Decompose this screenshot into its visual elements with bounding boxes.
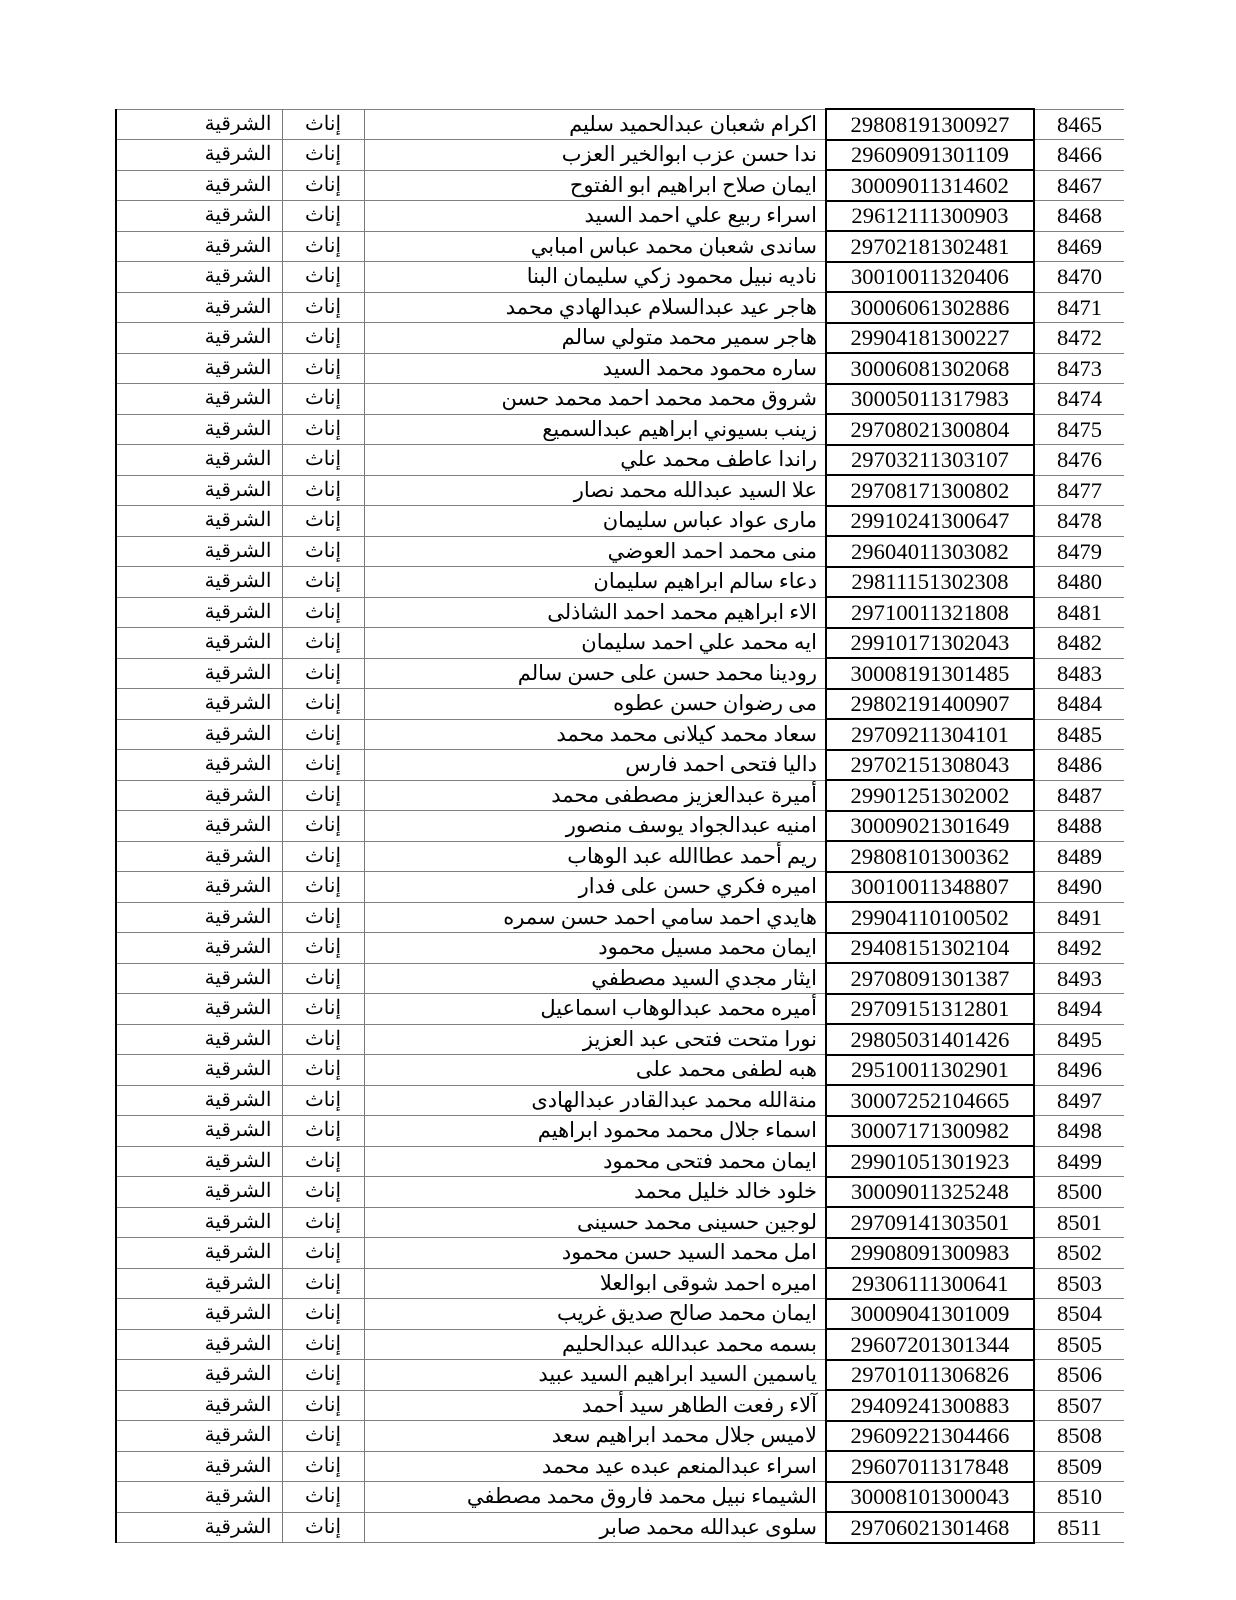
serial-number-cell: 8468	[1034, 201, 1124, 232]
full-name-cell: الاء ابراهيم محمد احمد الشاذلى	[364, 597, 826, 628]
full-name-cell: ايمان محمد فتحى محمود	[364, 1146, 826, 1177]
national-id-cell: 29708021300804	[826, 414, 1034, 445]
governorate-cell: الشرقية	[116, 1421, 282, 1452]
serial-number-cell: 8510	[1034, 1482, 1124, 1513]
governorate-cell: الشرقية	[116, 292, 282, 323]
governorate-cell: الشرقية	[116, 506, 282, 537]
table-row	[116, 262, 1124, 293]
serial-number-cell: 8473	[1034, 353, 1124, 384]
table-row	[116, 1299, 1124, 1330]
table-row	[116, 1116, 1124, 1147]
gender-cell: إناث	[282, 1055, 364, 1086]
gender-cell: إناث	[282, 933, 364, 964]
serial-number-cell: 8471	[1034, 292, 1124, 323]
gender-cell: إناث	[282, 1268, 364, 1299]
gender-cell: إناث	[282, 445, 364, 476]
governorate-cell: الشرقية	[116, 475, 282, 506]
table-row	[116, 1055, 1124, 1086]
full-name-cell: ناديه نبيل محمود زكي سليمان البنا	[364, 262, 826, 293]
gender-cell: إناث	[282, 689, 364, 720]
full-name-cell: ساندى شعبان محمد عباس امبابي	[364, 231, 826, 262]
full-name-cell: لاميس جلال محمد ابراهيم سعد	[364, 1421, 826, 1452]
governorate-cell: الشرقية	[116, 1360, 282, 1391]
national-id-cell: 29805031401426	[826, 1024, 1034, 1055]
full-name-cell: راندا عاطف محمد علي	[364, 445, 826, 476]
full-name-cell: آلاء رفعت الطاهر سيد أحمد	[364, 1390, 826, 1421]
national-id-cell: 29701011306826	[826, 1360, 1034, 1391]
governorate-cell: الشرقية	[116, 841, 282, 872]
gender-cell: إناث	[282, 323, 364, 354]
full-name-cell: اسماء جلال محمد محمود ابراهيم	[364, 1116, 826, 1147]
gender-cell: إناث	[282, 1512, 364, 1543]
table-row	[116, 506, 1124, 537]
table-row	[116, 994, 1124, 1025]
gender-cell: إناث	[282, 231, 364, 262]
full-name-cell: ايمان محمد مسيل محمود	[364, 933, 826, 964]
governorate-cell: الشرقية	[116, 1207, 282, 1238]
serial-number-cell: 8489	[1034, 841, 1124, 872]
full-name-cell: اكرام شعبان عبدالحميد سليم	[364, 109, 826, 140]
national-id-cell: 29901251302002	[826, 780, 1034, 811]
table-row	[116, 1268, 1124, 1299]
gender-cell: إناث	[282, 1482, 364, 1513]
governorate-cell: الشرقية	[116, 1299, 282, 1330]
serial-number-cell: 8491	[1034, 902, 1124, 933]
national-id-cell: 29409241300883	[826, 1390, 1034, 1421]
national-id-cell: 29910171302043	[826, 628, 1034, 659]
serial-number-cell: 8500	[1034, 1177, 1124, 1208]
gender-cell: إناث	[282, 1177, 364, 1208]
gender-cell: إناث	[282, 414, 364, 445]
serial-number-cell: 8485	[1034, 719, 1124, 750]
serial-number-cell: 8465	[1034, 109, 1124, 140]
national-id-cell: 29709141303501	[826, 1207, 1034, 1238]
serial-number-cell: 8499	[1034, 1146, 1124, 1177]
full-name-cell: ايمان محمد صالح صديق غريب	[364, 1299, 826, 1330]
national-id-cell: 29609221304466	[826, 1421, 1034, 1452]
full-name-cell: اميره فكري حسن على فدار	[364, 872, 826, 903]
roster-table	[115, 108, 1124, 1544]
national-id-cell: 30009041301009	[826, 1299, 1034, 1330]
full-name-cell: امنيه عبدالجواد يوسف منصور	[364, 811, 826, 842]
gender-cell: إناث	[282, 658, 364, 689]
serial-number-cell: 8494	[1034, 994, 1124, 1025]
governorate-cell: الشرقية	[116, 902, 282, 933]
governorate-cell: الشرقية	[116, 109, 282, 140]
serial-number-cell: 8475	[1034, 414, 1124, 445]
full-name-cell: شروق محمد محمد احمد محمد حسن	[364, 384, 826, 415]
full-name-cell: مارى عواد عباس سليمان	[364, 506, 826, 537]
table-row	[116, 414, 1124, 445]
national-id-cell: 30008191301485	[826, 658, 1034, 689]
table-row	[116, 1024, 1124, 1055]
serial-number-cell: 8483	[1034, 658, 1124, 689]
serial-number-cell: 8481	[1034, 597, 1124, 628]
table-row	[116, 353, 1124, 384]
full-name-cell: ياسمين السيد ابراهيم السيد عبيد	[364, 1360, 826, 1391]
governorate-cell: الشرقية	[116, 1482, 282, 1513]
governorate-cell: الشرقية	[116, 1238, 282, 1269]
national-id-cell: 29811151302308	[826, 567, 1034, 598]
governorate-cell: الشرقية	[116, 262, 282, 293]
governorate-cell: الشرقية	[116, 1024, 282, 1055]
full-name-cell: هاجر سمير محمد متولي سالم	[364, 323, 826, 354]
serial-number-cell: 8486	[1034, 750, 1124, 781]
gender-cell: إناث	[282, 384, 364, 415]
full-name-cell: رودينا محمد حسن على حسن سالم	[364, 658, 826, 689]
governorate-cell: الشرقية	[116, 872, 282, 903]
table-row	[116, 689, 1124, 720]
governorate-cell: الشرقية	[116, 384, 282, 415]
table-row	[116, 170, 1124, 201]
national-id-cell: 29709211304101	[826, 719, 1034, 750]
full-name-cell: ايه محمد علي احمد سليمان	[364, 628, 826, 659]
serial-number-cell: 8508	[1034, 1421, 1124, 1452]
full-name-cell: هاجر عيد عبدالسلام عبدالهادي محمد	[364, 292, 826, 323]
table-row	[116, 231, 1124, 262]
table-row	[116, 1482, 1124, 1513]
governorate-cell: الشرقية	[116, 231, 282, 262]
governorate-cell: الشرقية	[116, 140, 282, 171]
table-row	[116, 323, 1124, 354]
governorate-cell: الشرقية	[116, 1146, 282, 1177]
serial-number-cell: 8480	[1034, 567, 1124, 598]
full-name-cell: اميره احمد شوقى ابوالعلا	[364, 1268, 826, 1299]
national-id-cell: 30010011348807	[826, 872, 1034, 903]
national-id-cell: 29908091300983	[826, 1238, 1034, 1269]
governorate-cell: الشرقية	[116, 323, 282, 354]
national-id-cell: 29604011303082	[826, 536, 1034, 567]
serial-number-cell: 8470	[1034, 262, 1124, 293]
full-name-cell: ريم أحمد عطاالله عبد الوهاب	[364, 841, 826, 872]
table-row	[116, 1146, 1124, 1177]
gender-cell: إناث	[282, 140, 364, 171]
table-row	[116, 475, 1124, 506]
serial-number-cell: 8501	[1034, 1207, 1124, 1238]
gender-cell: إناث	[282, 1146, 364, 1177]
full-name-cell: ايثار مجدي السيد مصطفي	[364, 963, 826, 994]
gender-cell: إناث	[282, 1390, 364, 1421]
governorate-cell: الشرقية	[116, 658, 282, 689]
table-row	[116, 109, 1124, 140]
governorate-cell: الشرقية	[116, 597, 282, 628]
full-name-cell: امل محمد السيد حسن محمود	[364, 1238, 826, 1269]
national-id-cell: 30009021301649	[826, 811, 1034, 842]
serial-number-cell: 8511	[1034, 1512, 1124, 1543]
gender-cell: إناث	[282, 841, 364, 872]
full-name-cell: دعاء سالم ابراهيم سليمان	[364, 567, 826, 598]
national-id-cell: 29607201301344	[826, 1329, 1034, 1360]
gender-cell: إناث	[282, 506, 364, 537]
table-row	[116, 1207, 1124, 1238]
full-name-cell: أميره محمد عبدالوهاب اسماعيل	[364, 994, 826, 1025]
national-id-cell: 29808191300927	[826, 109, 1034, 140]
gender-cell: إناث	[282, 1360, 364, 1391]
serial-number-cell: 8504	[1034, 1299, 1124, 1330]
table-row	[116, 1238, 1124, 1269]
governorate-cell: الشرقية	[116, 170, 282, 201]
full-name-cell: داليا فتحى احمد فارس	[364, 750, 826, 781]
table-row	[116, 140, 1124, 171]
governorate-cell: الشرقية	[116, 963, 282, 994]
gender-cell: إناث	[282, 780, 364, 811]
national-id-cell: 29702181302481	[826, 231, 1034, 262]
national-id-cell: 29802191400907	[826, 689, 1034, 720]
gender-cell: إناث	[282, 1024, 364, 1055]
gender-cell: إناث	[282, 1299, 364, 1330]
serial-number-cell: 8477	[1034, 475, 1124, 506]
gender-cell: إناث	[282, 1207, 364, 1238]
full-name-cell: هبه لطفى محمد على	[364, 1055, 826, 1086]
governorate-cell: الشرقية	[116, 780, 282, 811]
national-id-cell: 29609091301109	[826, 140, 1034, 171]
table-row	[116, 750, 1124, 781]
full-name-cell: أميرة عبدالعزيز مصطفى محمد	[364, 780, 826, 811]
serial-number-cell: 8493	[1034, 963, 1124, 994]
gender-cell: إناث	[282, 567, 364, 598]
table-row	[116, 201, 1124, 232]
roster-table-body	[116, 109, 1124, 1543]
serial-number-cell: 8472	[1034, 323, 1124, 354]
table-row	[116, 1177, 1124, 1208]
national-id-cell: 29708091301387	[826, 963, 1034, 994]
governorate-cell: الشرقية	[116, 1390, 282, 1421]
gender-cell: إناث	[282, 628, 364, 659]
governorate-cell: الشرقية	[116, 1329, 282, 1360]
table-row	[116, 719, 1124, 750]
national-id-cell: 30007171300982	[826, 1116, 1034, 1147]
full-name-cell: منى محمد احمد العوضي	[364, 536, 826, 567]
governorate-cell: الشرقية	[116, 1268, 282, 1299]
national-id-cell: 30010011320406	[826, 262, 1034, 293]
governorate-cell: الشرقية	[116, 536, 282, 567]
full-name-cell: خلود خالد خليل محمد	[364, 1177, 826, 1208]
serial-number-cell: 8466	[1034, 140, 1124, 171]
governorate-cell: الشرقية	[116, 719, 282, 750]
governorate-cell: الشرقية	[116, 353, 282, 384]
serial-number-cell: 8476	[1034, 445, 1124, 476]
full-name-cell: نورا متحت فتحى عبد العزيز	[364, 1024, 826, 1055]
table-row	[116, 1421, 1124, 1452]
full-name-cell: ندا حسن عزب ابوالخير العزب	[364, 140, 826, 171]
governorate-cell: الشرقية	[116, 628, 282, 659]
gender-cell: إناث	[282, 1238, 364, 1269]
serial-number-cell: 8479	[1034, 536, 1124, 567]
governorate-cell: الشرقية	[116, 1085, 282, 1116]
governorate-cell: الشرقية	[116, 414, 282, 445]
table-row	[116, 658, 1124, 689]
serial-number-cell: 8509	[1034, 1451, 1124, 1482]
serial-number-cell: 8488	[1034, 811, 1124, 842]
national-id-cell: 29706021301468	[826, 1512, 1034, 1543]
gender-cell: إناث	[282, 475, 364, 506]
national-id-cell: 29709151312801	[826, 994, 1034, 1025]
table-row	[116, 628, 1124, 659]
national-id-cell: 29710011321808	[826, 597, 1034, 628]
national-id-cell: 29904181300227	[826, 323, 1034, 354]
governorate-cell: الشرقية	[116, 750, 282, 781]
national-id-cell: 29607011317848	[826, 1451, 1034, 1482]
serial-number-cell: 8474	[1034, 384, 1124, 415]
table-row	[116, 1360, 1124, 1391]
table-row	[116, 963, 1124, 994]
national-id-cell: 29703211303107	[826, 445, 1034, 476]
full-name-cell: اسراء عبدالمنعم عبده عيد محمد	[364, 1451, 826, 1482]
serial-number-cell: 8495	[1034, 1024, 1124, 1055]
table-row	[116, 902, 1124, 933]
serial-number-cell: 8482	[1034, 628, 1124, 659]
national-id-cell: 29708171300802	[826, 475, 1034, 506]
full-name-cell: زينب بسيوني ابراهيم عبدالسميع	[364, 414, 826, 445]
gender-cell: إناث	[282, 902, 364, 933]
national-id-cell: 29408151302104	[826, 933, 1034, 964]
table-row	[116, 1329, 1124, 1360]
national-id-cell: 29510011302901	[826, 1055, 1034, 1086]
gender-cell: إناث	[282, 597, 364, 628]
table-row	[116, 872, 1124, 903]
national-id-cell: 30006081302068	[826, 353, 1034, 384]
governorate-cell: الشرقية	[116, 1512, 282, 1543]
national-id-cell: 30006061302886	[826, 292, 1034, 323]
governorate-cell: الشرقية	[116, 567, 282, 598]
table-row	[116, 841, 1124, 872]
national-id-cell: 29808101300362	[826, 841, 1034, 872]
gender-cell: إناث	[282, 1451, 364, 1482]
table-row	[116, 445, 1124, 476]
table-row	[116, 811, 1124, 842]
serial-number-cell: 8484	[1034, 689, 1124, 720]
table-row	[116, 1085, 1124, 1116]
table-row	[116, 1390, 1124, 1421]
full-name-cell: بسمه محمد عبدالله عبدالحليم	[364, 1329, 826, 1360]
serial-number-cell: 8490	[1034, 872, 1124, 903]
national-id-cell: 29612111300903	[826, 201, 1034, 232]
table-row	[116, 1451, 1124, 1482]
national-id-cell: 30009011314602	[826, 170, 1034, 201]
full-name-cell: الشيماء نبيل محمد فاروق محمد مصطفي	[364, 1482, 826, 1513]
gender-cell: إناث	[282, 750, 364, 781]
governorate-cell: الشرقية	[116, 445, 282, 476]
gender-cell: إناث	[282, 872, 364, 903]
gender-cell: إناث	[282, 1085, 364, 1116]
national-id-cell: 30008101300043	[826, 1482, 1034, 1513]
serial-number-cell: 8507	[1034, 1390, 1124, 1421]
serial-number-cell: 8498	[1034, 1116, 1124, 1147]
governorate-cell: الشرقية	[116, 994, 282, 1025]
governorate-cell: الشرقية	[116, 201, 282, 232]
serial-number-cell: 8469	[1034, 231, 1124, 262]
governorate-cell: الشرقية	[116, 1055, 282, 1086]
full-name-cell: سلوى عبدالله محمد صابر	[364, 1512, 826, 1543]
national-id-cell: 29901051301923	[826, 1146, 1034, 1177]
full-name-cell: هايدي احمد سامي احمد حسن سمره	[364, 902, 826, 933]
gender-cell: إناث	[282, 719, 364, 750]
table-row	[116, 933, 1124, 964]
serial-number-cell: 8478	[1034, 506, 1124, 537]
serial-number-cell: 8506	[1034, 1360, 1124, 1391]
table-row	[116, 292, 1124, 323]
governorate-cell: الشرقية	[116, 689, 282, 720]
serial-number-cell: 8496	[1034, 1055, 1124, 1086]
national-id-cell: 30005011317983	[826, 384, 1034, 415]
full-name-cell: مى رضوان حسن عطوه	[364, 689, 826, 720]
governorate-cell: الشرقية	[116, 1177, 282, 1208]
gender-cell: إناث	[282, 536, 364, 567]
serial-number-cell: 8505	[1034, 1329, 1124, 1360]
full-name-cell: علا السيد عبدالله محمد نصار	[364, 475, 826, 506]
gender-cell: إناث	[282, 994, 364, 1025]
full-name-cell: منةالله محمد عبدالقادر عبدالهادى	[364, 1085, 826, 1116]
gender-cell: إناث	[282, 201, 364, 232]
gender-cell: إناث	[282, 109, 364, 140]
governorate-cell: الشرقية	[116, 1116, 282, 1147]
national-id-cell: 30009011325248	[826, 1177, 1034, 1208]
gender-cell: إناث	[282, 1329, 364, 1360]
table-row	[116, 1512, 1124, 1543]
gender-cell: إناث	[282, 262, 364, 293]
serial-number-cell: 8503	[1034, 1268, 1124, 1299]
governorate-cell: الشرقية	[116, 1451, 282, 1482]
full-name-cell: اسراء ربيع علي احمد السيد	[364, 201, 826, 232]
national-id-cell: 29904110100502	[826, 902, 1034, 933]
table-row	[116, 536, 1124, 567]
table-row	[116, 597, 1124, 628]
gender-cell: إناث	[282, 963, 364, 994]
full-name-cell: لوجين حسينى محمد حسينى	[364, 1207, 826, 1238]
serial-number-cell: 8492	[1034, 933, 1124, 964]
full-name-cell: ساره محمود محمد السيد	[364, 353, 826, 384]
gender-cell: إناث	[282, 292, 364, 323]
gender-cell: إناث	[282, 811, 364, 842]
serial-number-cell: 8497	[1034, 1085, 1124, 1116]
national-id-cell: 29702151308043	[826, 750, 1034, 781]
table-row	[116, 567, 1124, 598]
serial-number-cell: 8467	[1034, 170, 1124, 201]
serial-number-cell: 8502	[1034, 1238, 1124, 1269]
gender-cell: إناث	[282, 353, 364, 384]
gender-cell: إناث	[282, 1421, 364, 1452]
full-name-cell: سعاد محمد كيلانى محمد محمد	[364, 719, 826, 750]
full-name-cell: ايمان صلاح ابراهيم ابو الفتوح	[364, 170, 826, 201]
gender-cell: إناث	[282, 1116, 364, 1147]
gender-cell: إناث	[282, 170, 364, 201]
national-id-cell: 29910241300647	[826, 506, 1034, 537]
governorate-cell: الشرقية	[116, 811, 282, 842]
national-id-cell: 29306111300641	[826, 1268, 1034, 1299]
governorate-cell: الشرقية	[116, 933, 282, 964]
table-row	[116, 780, 1124, 811]
serial-number-cell: 8487	[1034, 780, 1124, 811]
table-row	[116, 384, 1124, 415]
national-id-cell: 30007252104665	[826, 1085, 1034, 1116]
